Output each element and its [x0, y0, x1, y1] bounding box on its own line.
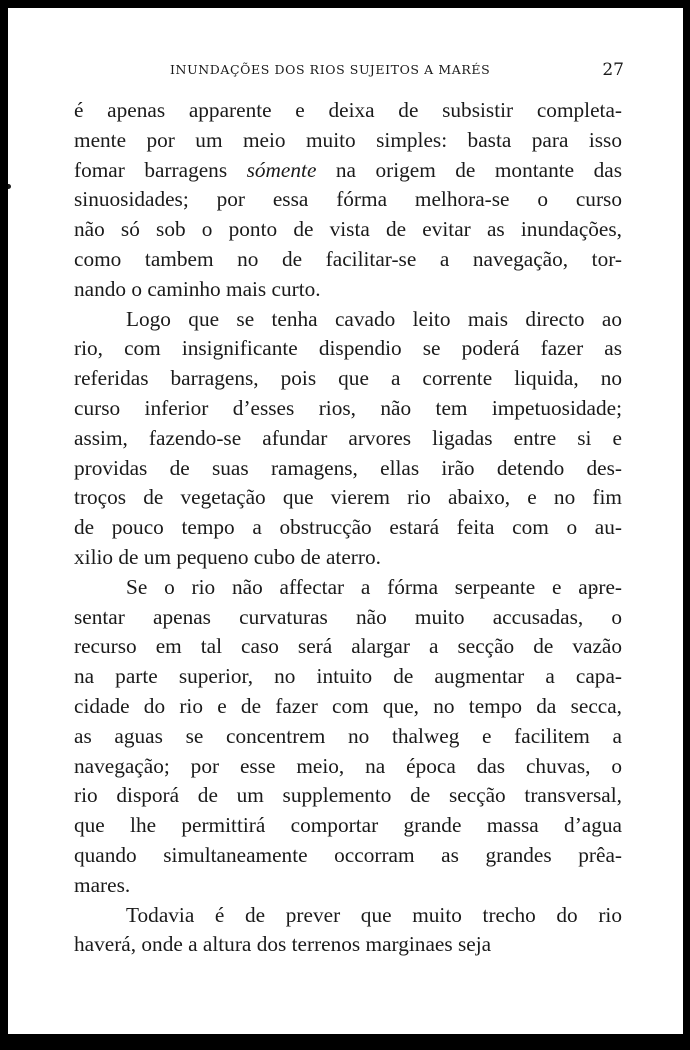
text-line: fomar barragens sómente na origem de montante das	[74, 157, 622, 182]
running-title: INUNDAÇÕES DOS RIOS SUJEITOS A MARÉS	[170, 62, 491, 77]
text-line: haverá, onde a altura dos terrenos marginaes seja	[74, 932, 492, 957]
body-text	[74, 96, 622, 960]
text-line: mares.	[74, 872, 131, 897]
text-line: xilio de um pequeno cubo de aterro.	[74, 544, 381, 569]
text-line: sinuosidades; por essa fórma melhora-se o curso	[74, 187, 622, 212]
text-line: nando o caminho mais curto.	[74, 276, 321, 301]
text-line: cidade do rio e de fazer com que, no tempo da secca,	[74, 693, 622, 718]
text-line: sentar apenas curvaturas não muito accusadas, o	[74, 604, 622, 629]
page-number: 27	[602, 60, 624, 80]
text-line: navegação; por esse meio, na época das chuvas, o	[74, 753, 622, 778]
text-line: é apenas apparente e deixa de subsistir completa-	[74, 98, 622, 122]
text-line: mente por um meio muito simples: basta para isso	[74, 127, 622, 152]
text-line: as aguas se concentrem no thalweg e facilitem a	[74, 723, 622, 748]
text-line: rio, com insignificante dispendio se poderá fazer as	[74, 336, 622, 361]
text-line: rio disporá de um supplemento de secção transversal,	[74, 783, 622, 808]
text-line: referidas barragens, pois que a corrente liquida, no	[74, 366, 622, 391]
text-line: na parte superior, no intuito de augmentar a capa-	[74, 664, 622, 689]
text-line: assim, fazendo-se afundar arvores ligadas entre si e	[74, 425, 622, 450]
text-line: não só sob o ponto de vista de evitar as inundações,	[74, 217, 622, 242]
text-line: de pouco tempo a obstrucção estará feita com o au-	[74, 515, 622, 540]
emphasis: sómente	[246, 157, 317, 182]
paragraph	[74, 901, 622, 961]
ink-speck-mark	[8, 184, 11, 189]
text-line: Todavia é de prever que muito trecho do rio	[126, 902, 622, 927]
running-head	[74, 62, 624, 82]
text-line: curso inferior d’esses rios, não tem impetuosidade;	[74, 395, 622, 420]
paragraph	[74, 305, 622, 573]
text-line: como tambem no de facilitar-se a navegação, tor-	[74, 246, 622, 271]
text-line: que lhe permittirá comportar grande massa d’agua	[74, 813, 622, 838]
text-line: quando simultaneamente occorram as grandes prêa-	[74, 842, 622, 867]
text-line: Logo que se tenha cavado leito mais directo ao	[126, 306, 622, 331]
book-page	[8, 8, 683, 1034]
text-line: troços de vegetação que vierem rio abaixo, e no fim	[74, 485, 622, 510]
text-line: recurso em tal caso será alargar a secção de vazão	[74, 634, 622, 659]
text-line: providas de suas ramagens, ellas irão detendo des-	[74, 455, 622, 480]
paragraph	[74, 573, 622, 901]
paragraph	[74, 96, 622, 305]
text-line: Se o rio não affectar a fórma serpeante e apre-	[126, 574, 622, 599]
